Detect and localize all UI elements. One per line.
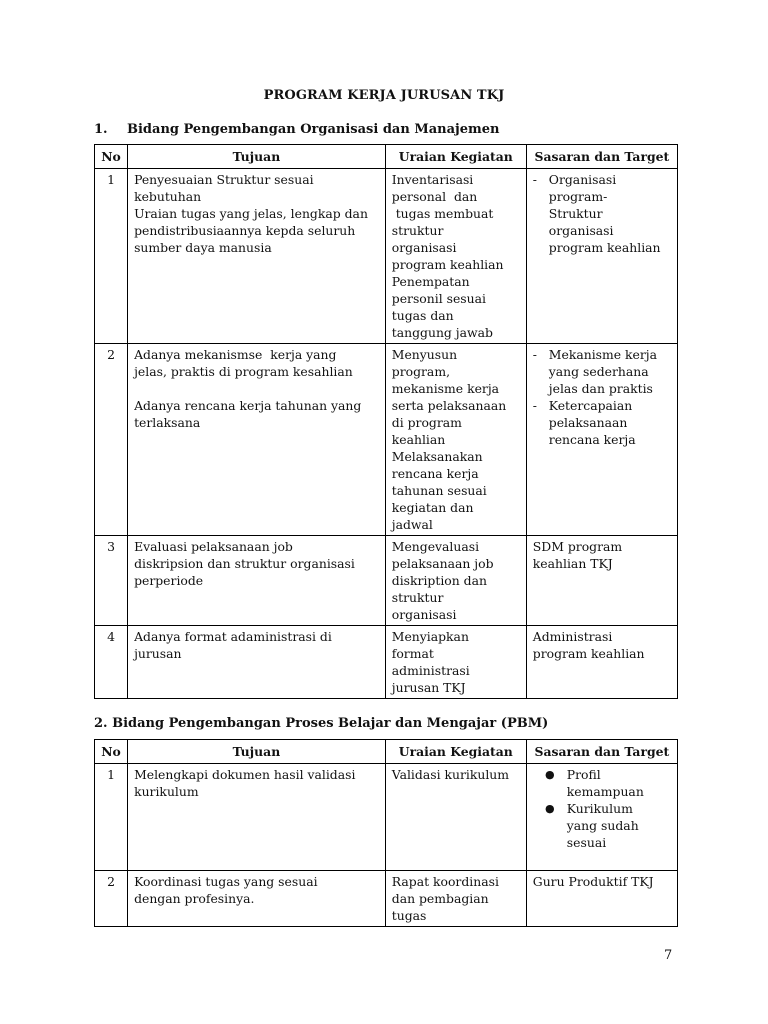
table-row (95, 536, 678, 626)
text-line: Adanya mekanismse kerja yang (134, 347, 337, 362)
text-line: organisasi (391, 240, 457, 255)
cell-uraian (385, 626, 526, 699)
text-line: perperiode (134, 573, 204, 588)
text-line: Adanya rencana kerja tahunan yang (134, 398, 362, 413)
text-line: jurusan TKJ (391, 680, 466, 695)
text-line: yang sudah (566, 818, 639, 833)
text-line: tugas dan (391, 308, 454, 323)
text-line: organisasi (548, 223, 614, 238)
text-line: kebutuhan (134, 189, 202, 204)
cell-sasaran (526, 344, 677, 536)
text-line: pelaksanaan (548, 415, 628, 430)
cell-uraian (385, 764, 526, 871)
cell-tujuan (128, 169, 386, 344)
text-line: mekanisme kerja (391, 381, 500, 396)
bullet-list-item (533, 766, 671, 800)
dash-marker: - (532, 398, 537, 413)
text-line: administrasi (391, 663, 470, 678)
text-line: Administrasi (532, 629, 613, 644)
cell-no: 2 (95, 344, 128, 536)
text-line: tugas membuat (391, 206, 494, 221)
header-sasaran: Sasaran dan Target (526, 145, 677, 169)
text-line: di program (391, 415, 462, 430)
text-line: Adanya format adaministrasi di (134, 629, 332, 644)
text-line: kemampuan (566, 784, 644, 799)
text-line: jelas, praktis di program kesahlian (134, 364, 353, 379)
cell-sasaran (526, 626, 677, 699)
text-line: format (391, 646, 434, 661)
header-uraian: Uraian Kegiatan (385, 740, 526, 764)
text-line: Organisasi (548, 172, 617, 187)
cell-no: 1 (95, 764, 128, 871)
text-line: Profil (566, 767, 601, 782)
section-1-number: 1. (94, 122, 108, 137)
paragraph-gap (134, 380, 379, 397)
text-line: Inventarisasi (391, 172, 474, 187)
dash-list-item (533, 397, 671, 448)
header-no: No (95, 145, 128, 169)
text-line: sumber daya manusia (134, 240, 272, 255)
text-line: sesuai (566, 835, 607, 850)
cell-no: 2 (95, 871, 128, 927)
table-row (95, 871, 678, 927)
text-line: Struktur (548, 206, 603, 221)
text-line: Mengevaluasi (391, 539, 480, 554)
table-row (95, 169, 678, 344)
text-line: jadwal (391, 517, 433, 532)
text-line: Rapat koordinasi (391, 874, 499, 889)
table-organisasi (94, 144, 678, 699)
text-line: SDM program (532, 539, 623, 554)
text-line: Melengkapi dokumen hasil validasi (134, 767, 356, 782)
text-line: struktur (391, 590, 444, 605)
cell-sasaran (526, 871, 677, 927)
text-line: Melaksanakan (391, 449, 483, 464)
cell-uraian (385, 871, 526, 927)
text-line: Penyesuaian Struktur sesuai (134, 172, 314, 187)
cell-sasaran (526, 764, 677, 871)
text-line: rencana kerja (548, 432, 636, 447)
text-line: Mekanisme kerja (548, 347, 658, 362)
text-line: pendistribusiaannya kepda seluruh (134, 223, 356, 238)
page-number: 7 (664, 948, 673, 963)
cell-tujuan (128, 871, 386, 927)
cell-no: 3 (95, 536, 128, 626)
text-line: jelas dan praktis (548, 381, 653, 396)
page-title: PROGRAM KERJA JURUSAN TKJ (263, 88, 505, 103)
cell-tujuan (128, 536, 386, 626)
text-line: Menyusun (391, 347, 458, 362)
table-header-row (95, 740, 678, 764)
text-line: jurusan (134, 646, 182, 661)
cell-no: 4 (95, 626, 128, 699)
text-line: personil sesuai (391, 291, 486, 306)
section-2-heading: 2. Bidang Pengembangan Proses Belajar dan Mengajar (PBM) (94, 716, 549, 731)
bullet-icon: ● (544, 768, 555, 781)
cell-uraian (385, 536, 526, 626)
text-line: diskription dan (391, 573, 487, 588)
section-1-title: Bidang Pengembangan Organisasi dan Manajemen (127, 122, 500, 137)
text-line: Penempatan (391, 274, 470, 289)
table-row (95, 626, 678, 699)
text-line: Evaluasi pelaksanaan job (134, 539, 293, 554)
header-sasaran: Sasaran dan Target (526, 740, 677, 764)
header-tujuan: Tujuan (128, 145, 386, 169)
table-header-row (95, 145, 678, 169)
text-line: program keahlian (391, 257, 504, 272)
header-uraian: Uraian Kegiatan (385, 145, 526, 169)
cell-sasaran (526, 536, 677, 626)
text-line: keahlian TKJ (532, 556, 613, 571)
text-line: organisasi (391, 607, 457, 622)
text-line: kegiatan dan (391, 500, 474, 515)
text-line: tanggung jawab (391, 325, 493, 340)
text-line: diskripsion dan struktur organisasi (134, 556, 355, 571)
text-line: struktur (391, 223, 444, 238)
text-line: program, (391, 364, 451, 379)
bullet-list-item (533, 800, 671, 851)
text-line: dan pembagian (391, 891, 489, 906)
text-line: tugas (391, 908, 427, 923)
text-line: kurikulum (134, 784, 199, 799)
table-row (95, 344, 678, 536)
cell-uraian (385, 169, 526, 344)
cell-no: 1 (95, 169, 128, 344)
dash-marker: - (532, 172, 537, 187)
text-line: yang sederhana (548, 364, 649, 379)
cell-tujuan (128, 344, 386, 536)
dash-list-item (533, 346, 671, 397)
text-line: program- (548, 189, 608, 204)
cell-uraian (385, 344, 526, 536)
text-line: Validasi kurikulum (391, 767, 510, 782)
text-line: pelaksanaan job (391, 556, 494, 571)
text-line: Koordinasi tugas yang sesuai (134, 874, 318, 889)
text-line: dengan profesinya. (134, 891, 255, 906)
cell-sasaran (526, 169, 677, 344)
section-1-heading (94, 122, 499, 137)
text-line: rencana kerja (391, 466, 479, 481)
text-line: keahlian (391, 432, 446, 447)
bullet-icon: ● (544, 802, 555, 815)
text-line: Menyiapkan (391, 629, 469, 644)
header-no: No (95, 740, 128, 764)
table-row (95, 764, 678, 871)
dash-marker: - (532, 347, 537, 362)
table-pbm (94, 739, 678, 927)
header-tujuan: Tujuan (128, 740, 386, 764)
text-line: personal dan (391, 189, 478, 204)
text-line: program keahlian (548, 240, 661, 255)
text-line: tahunan sesuai (391, 483, 487, 498)
text-line: Kurikulum (566, 801, 633, 816)
cell-tujuan (128, 764, 386, 871)
text-line: Guru Produktif TKJ (532, 874, 654, 889)
text-line: Uraian tugas yang jelas, lengkap dan (134, 206, 368, 221)
text-line: serta pelaksanaan (391, 398, 507, 413)
text-line: terlaksana (134, 415, 201, 430)
text-line: program keahlian (532, 646, 645, 661)
dash-list-item (533, 171, 671, 256)
text-line: Ketercapaian (548, 398, 633, 413)
cell-tujuan (128, 626, 386, 699)
